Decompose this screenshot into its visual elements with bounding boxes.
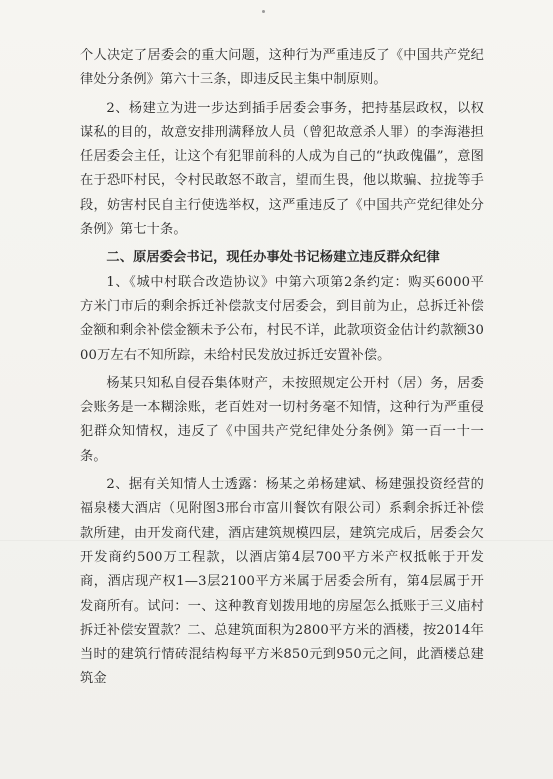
paragraph-2: 2、杨建立为进一步达到插手居委会事务，把持基层政权，以权谋私的目的，故意安排刑满释放人员（曾犯故意杀人罪）的李海港担任居委会主任，让这个有犯罪前科的人成为自己的“执政傀儡”，意图在于恐吓村民，令村民敢怒不敢言，望而生畏，他以欺骗、拉拢等手段，妨害村民自主行使选举权，这严重违反了《中国共产党纪律处分条例》第七十条。 — [80, 100, 484, 238]
scan-dot — [262, 10, 265, 13]
paragraph-1: 个人决定了居委会的重大问题，这种行为严重违反了《中国共产党纪律处分条例》第六十三条，即违反民主集中制原则。 — [80, 48, 484, 88]
paragraph-5: 2、据有关知情人士透露：杨某之弟杨建斌、杨建强投资经营的福泉楼大酒店（见附图3邢台市富川餐饮有限公司）系剩余拆迁补偿款所建，由开发商代建，酒店建筑规模四层，建筑完成后，居委会欠开发商约500万工程款，以酒店第4层700平方米产权抵帐于开发商，酒店现产权1—3层2100平方米属于居委会所有，第4层属于开发商所有。试问：一、这种教育划拨用地的房屋怎么抵账于三义庙村拆迁补偿安置款？二、总建筑面积为2800平方米的酒楼，按2014年当时的建筑行情砖混结构每平方米850元到950元之间，此酒楼总建筑金 — [80, 477, 484, 687]
paragraph-3: 1、《城中村联合改造协议》中第六项第2条约定：购买6000平方米门市后的剩余拆迁补偿款支付居委会，到目前为止，总拆迁补偿金额和剩余补偿金额未予公布，村民不详，此款项资金估计约款额3000万左右不知所踪，未给村民发放过拆迁安置补偿。 — [80, 274, 484, 363]
document-body — [80, 44, 484, 692]
section-heading-2: 二、原居委会书记，现任办事处书记杨建立违反群众纪律 — [106, 250, 440, 266]
paragraph-4: 杨某只知私自侵吞集体财产，未按照规定公开村（居）务，居委会账务是一本糊涂账，老百姓对一切村务毫不知情，这种行为严重侵犯群众知情权，违反了《中国共产党纪律处分条例》第一百一十一条。 — [80, 375, 484, 464]
